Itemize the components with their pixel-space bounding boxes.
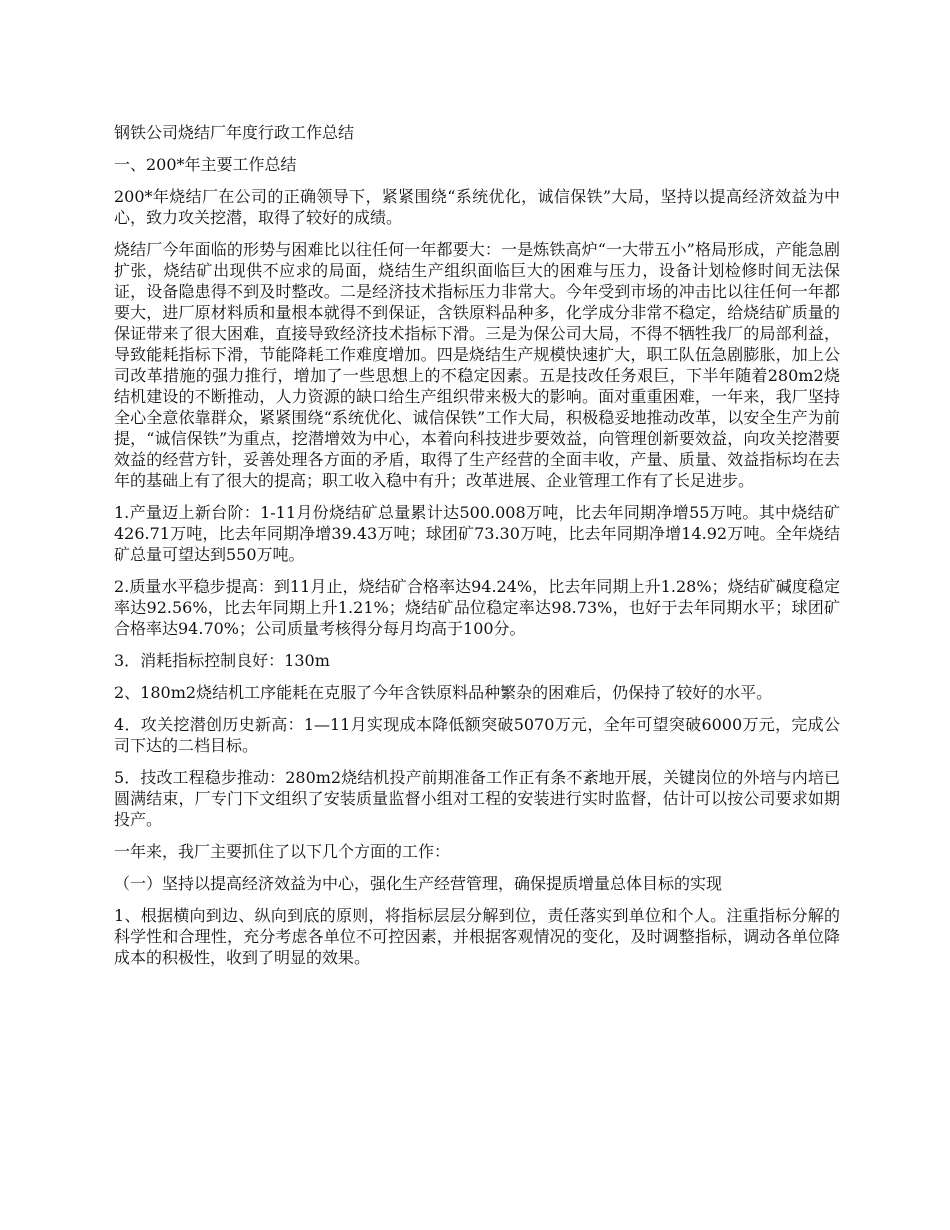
paragraph: 烧结厂今年面临的形势与困难比以往任何一年都要大：一是炼铁高炉“一大带五小”格局形成，产能急剧扩张，烧结矿出现供不应求的局面，烧结生产组织面临巨大的困难与压力，设备计划检修时间无法保证，设备隐患得不到及时整改。二是经济技术指标压力非常大。今年受到市场的冲击比以往任何一年都要大，进厂原材料质和量根本就得不到保证，含铁原料品种多，化学成分非常不稳定，给烧结矿质量的保证带来了很大困难，直接导致经济技术指标下滑。三是为保公司大局，不得不牺牲我厂的局部利益，导致能耗指标下滑，节能降耗工作难度增加。四是烧结生产规模快速扩大，职工队伍急剧膨胀，加上公司改革措施的强力推行，增加了一些思想上的不稳定因素。五是技改任务艰巨，下半年随着280m2烧结机建设的不断推动，人力资源的缺口给生产组织带来极大的影响。面对重重困难，一年来，我厂坚持全心全意依靠群众，紧紧围绕“系统优化、诚信保铁”工作大局，积极稳妥地推动改革，以安全生产为前提，“诚信保铁”为重点，挖潜增效为中心，本着向科技进步要效益，向管理创新要效益，向攻关挖潜要效益的经营方针，妥善处理各方面的矛盾，取得了生产经营的全面丰收，产量、质量、效益指标均在去年的基础上有了很大的提高；职工收入稳中有升；改革进展、企业管理工作有了长足进步。 [114, 240, 840, 490]
paragraph: 一年来，我厂主要抓住了以下几个方面的工作： [114, 842, 451, 861]
paragraph: 2、180m2烧结机工序能耗在克服了今年含铁原料品种繁杂的困难后，仍保持了较好的水平。 [114, 683, 773, 702]
paragraph: 200*年烧结厂在公司的正确领导下，紧紧围绕“系统优化，诚信保铁”大局，坚持以提高经济效益为中心，致力攻关挖潜，取得了较好的成绩。 [114, 187, 840, 227]
paragraph: 2.质量水平稳步提高：到11月止，烧结矿合格率达94.24%，比去年同期上升1.28%；烧结矿碱度稳定率达92.56%，比去年同期上升1.21%；烧结矿品位稳定率达98.73%，也好于去年同期水平；球团矿合格率达94.70%；公司质量考核得分每月均高于100分。 [114, 577, 840, 638]
paragraph: 5．技改工程稳步推动：280m2烧结机投产前期准备工作正有条不紊地开展，关键岗位的外培与内培已圆满结束，厂专门下文组织了安装质量监督小组对工程的安装进行实时监督，估计可以按公司要求如期投产。 [114, 768, 840, 829]
paragraph: 1.产量迈上新台阶：1-11月份烧结矿总量累计达500.008万吨，比去年同期净增55万吨。其中烧结矿426.71万吨，比去年同期净增39.43万吨；球团矿73.30万吨，比去年同期净增14.92万吨。全年烧结矿总量可望达到550万吨。 [114, 503, 840, 564]
paragraph: 1、根据横向到边、纵向到底的原则，将指标层层分解到位，责任落实到单位和个人。注重指标分解的科学性和合理性，充分考虑各单位不可控因素，并根据客观情况的变化，及时调整指标，调动各单位降成本的积极性，收到了明显的效果。 [114, 906, 840, 967]
paragraph: 3．消耗指标控制良好：130m [114, 651, 330, 670]
paragraph: 4．攻关挖潜创历史新高：1—11月实现成本降低额突破5070万元，全年可望突破6000万元，完成公司下达的二档目标。 [114, 715, 840, 755]
section-heading: 一、200*年主要工作总结 [114, 155, 297, 174]
document-title: 钢铁公司烧结厂年度行政工作总结 [114, 123, 355, 142]
document-page [114, 122, 840, 979]
subsection-heading: （一）坚持以提高经济效益为中心，强化生产经营管理，确保提质增量总体目标的实现 [114, 874, 723, 893]
